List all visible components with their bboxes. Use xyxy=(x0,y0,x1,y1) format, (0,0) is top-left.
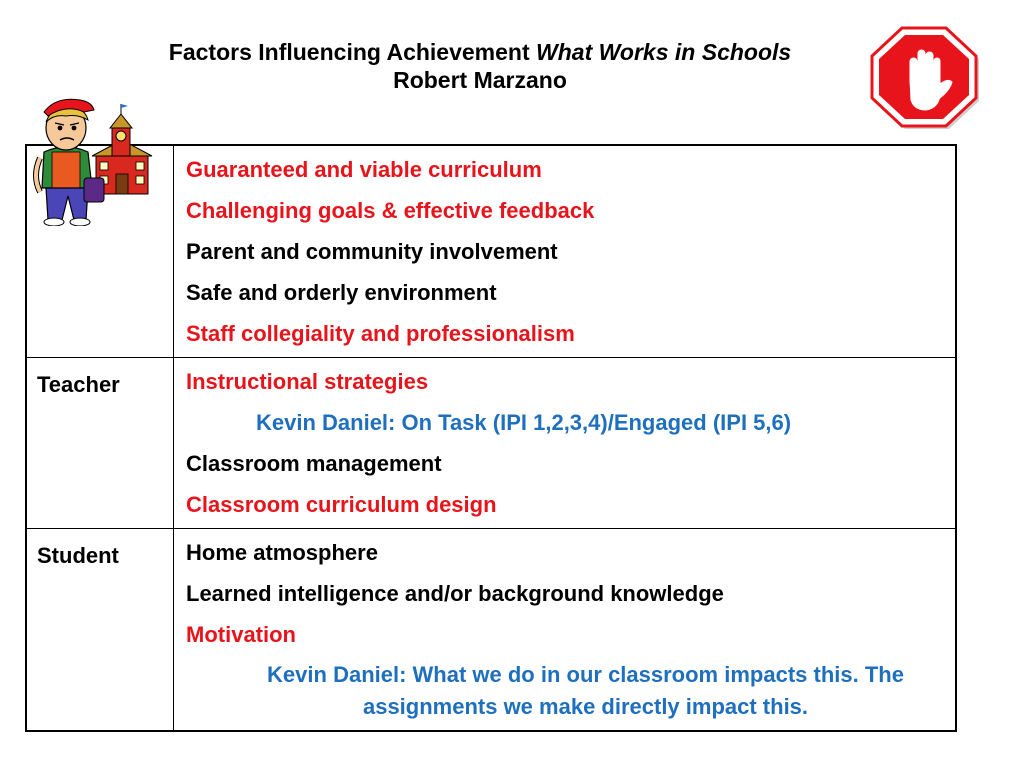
title-main: Factors Influencing Achievement xyxy=(168,39,537,65)
table-row xyxy=(26,145,956,358)
list-item: Classroom curriculum design xyxy=(186,492,497,517)
row-label-teacher: Teacher xyxy=(26,358,174,529)
list-item: Motivation xyxy=(186,622,296,647)
row-content-teacher xyxy=(174,358,957,529)
student-with-school-clipart-icon xyxy=(26,96,154,226)
title-book: What Works in Schools xyxy=(536,39,792,65)
slide-title xyxy=(60,38,900,94)
list-item: Instructional strategies xyxy=(186,369,429,394)
row-content-student xyxy=(174,529,957,732)
table-row xyxy=(26,529,956,732)
list-item: Parent and community involvement xyxy=(186,239,558,264)
title-author: Robert Marzano xyxy=(393,67,567,93)
factors-table xyxy=(25,144,957,732)
list-item: Challenging goals & effective feedback xyxy=(186,198,595,223)
list-item: Guaranteed and viable curriculum xyxy=(186,157,542,182)
list-item: Home atmosphere xyxy=(186,540,378,565)
student-note: Kevin Daniel: What we do in our classroom impacts this. The assignments we make directly impact this. xyxy=(267,662,904,719)
list-item: Safe and orderly environment xyxy=(186,280,497,305)
list-item: Learned intelligence and/or background knowledge xyxy=(186,581,724,606)
teacher-note: Kevin Daniel: On Task (IPI 1,2,3,4)/Engaged (IPI 5,6) xyxy=(256,410,792,435)
row-content-school xyxy=(174,145,957,358)
table-row xyxy=(26,358,956,529)
list-item: Staff collegiality and professionalism xyxy=(186,321,575,346)
title-line-1 xyxy=(60,38,900,66)
list-item: Classroom management xyxy=(186,451,442,476)
stop-hand-icon xyxy=(866,24,980,130)
row-label-student: Student xyxy=(26,529,174,732)
